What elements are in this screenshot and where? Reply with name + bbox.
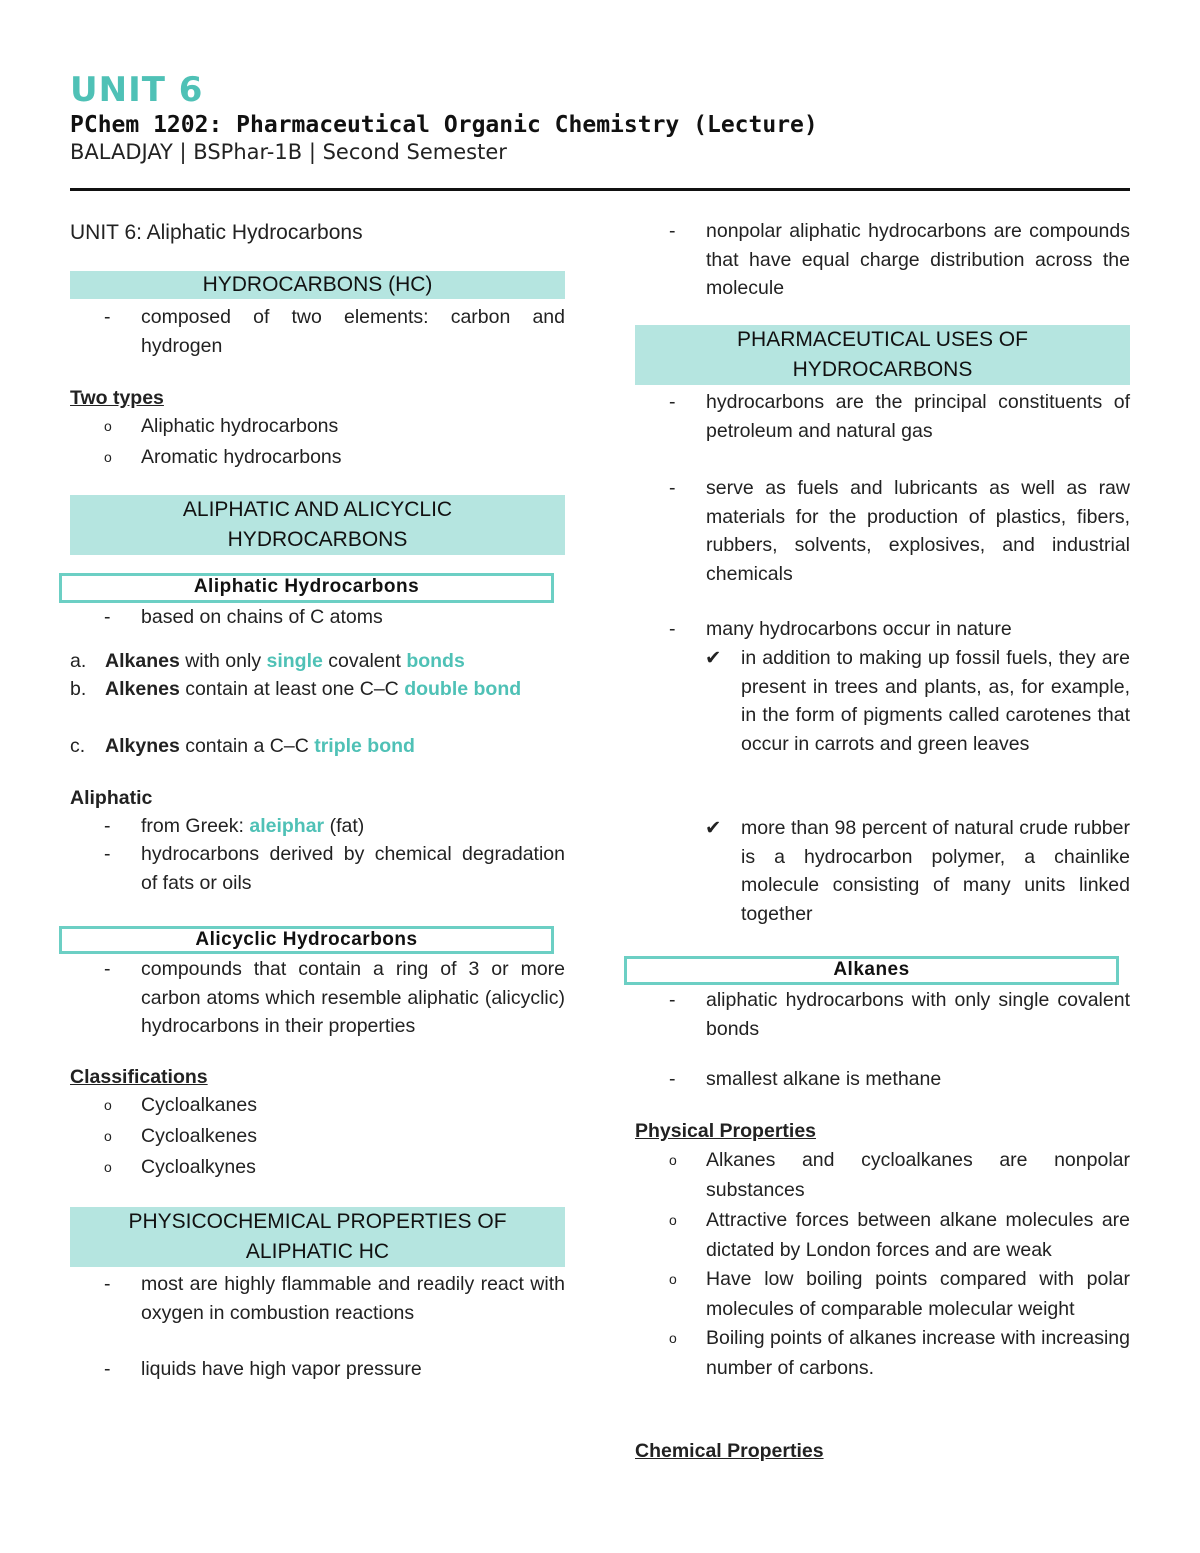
band-line: ALIPHATIC HC: [245, 1240, 390, 1263]
list-item-text: composed of two elements: carbon and hydrogen: [141, 306, 565, 357]
check-item: [635, 644, 1130, 758]
aliphatic-alicyclic-band: [70, 495, 565, 555]
list-item-text: Cycloalkenes: [141, 1125, 257, 1147]
text: with only: [179, 650, 267, 672]
list-item: [70, 840, 565, 897]
alicyclic-hydrocarbons-box: Alicyclic Hydrocarbons: [59, 926, 554, 954]
list-item: [70, 812, 565, 841]
circle-marker: o: [669, 1330, 677, 1346]
list-item-text: based on chains of C atoms: [141, 606, 383, 628]
list-item: [635, 986, 1130, 1043]
text: contain a C–C: [179, 735, 315, 757]
list-item: [635, 1323, 1130, 1383]
list-item: [70, 1122, 565, 1151]
list-item-text: liquids have high vapor pressure: [141, 1358, 422, 1380]
dash-marker: -: [669, 220, 676, 242]
course-subtitle: BALADJAY | BSPhar-1B | Second Semester: [70, 140, 507, 164]
list-item: [70, 1091, 565, 1120]
band-line: HYDROCARBONS: [792, 358, 973, 381]
chemical-properties-label: Chemical Properties: [635, 1440, 824, 1462]
list-item-text: more than 98 percent of natural crude rubber is a hydrocarbon polymer, a chainlike molecule consisting of many units linked together: [741, 817, 1130, 925]
list-item-text: Have low boiling points compared with polar molecules of comparable molecular weight: [706, 1268, 1130, 1320]
text: contain at least one C–C: [179, 678, 405, 700]
list-item: [70, 443, 565, 472]
circle-marker: o: [669, 1152, 677, 1168]
band-line: PHYSICOCHEMICAL PROPERTIES OF: [128, 1210, 507, 1233]
term: Alkenes: [105, 678, 180, 700]
circle-marker: o: [104, 449, 112, 465]
dash-marker: -: [104, 306, 111, 328]
list-item: [70, 1270, 565, 1327]
highlight: triple bond: [314, 735, 415, 757]
alkanes-item: [70, 647, 565, 676]
list-item-text: Attractive forces between alkane molecules are dictated by London forces and are weak: [706, 1209, 1130, 1261]
list-item-text: serve as fuels and lubricants as well as raw materials for the production of plastics, fibers, rubbers, solvents, explosives, and industrial chemicals: [706, 477, 1130, 585]
alpha-marker: a.: [70, 650, 87, 672]
list-item: [635, 1264, 1130, 1324]
highlight: double bond: [404, 678, 522, 700]
course-title: PChem 1202: Pharmaceutical Organic Chemistry (Lecture): [70, 112, 818, 138]
list-item: [635, 1205, 1130, 1265]
aliphatic-label: Aliphatic: [70, 787, 153, 809]
list-item-text: Alkanes and cycloalkanes are nonpolar substances: [706, 1149, 1130, 1201]
list-item-text: compounds that contain a ring of 3 or more carbon atoms which resemble aliphatic (alicyclic) hydrocarbons in their properties: [141, 958, 565, 1037]
alkenes-item: [70, 675, 565, 704]
unit-heading: UNIT 6: Aliphatic Hydrocarbons: [70, 221, 363, 244]
alpha-marker: c.: [70, 735, 86, 757]
dash-marker: -: [104, 958, 111, 980]
list-item-text: most are highly flammable and readily react with oxygen in combustion reactions: [141, 1273, 565, 1324]
list-item: [635, 217, 1130, 303]
alkanes-box: Alkanes: [624, 956, 1119, 985]
circle-marker: o: [669, 1271, 677, 1287]
band-line: PHARMACEUTICAL USES OF: [737, 328, 1028, 351]
circle-marker: o: [104, 1159, 112, 1175]
list-item-text: in addition to making up fossil fuels, they are present in trees and plants, as, for example, in the form of pigments called carotenes that occur in carrots and green leaves: [741, 647, 1130, 755]
circle-marker: o: [104, 1097, 112, 1113]
list-item: [635, 474, 1130, 588]
list-item: [635, 388, 1130, 445]
band-line: ALIPHATIC AND ALICYCLIC: [182, 498, 453, 521]
dash-marker: -: [669, 477, 676, 499]
dash-marker: -: [104, 1273, 111, 1295]
list-item: [635, 1065, 1130, 1094]
circle-marker: o: [104, 1128, 112, 1144]
list-item: [70, 1355, 565, 1384]
term: Alkynes: [105, 735, 180, 757]
list-item: [70, 303, 565, 360]
list-item-text: Cycloalkanes: [141, 1094, 257, 1116]
dash-marker: -: [669, 391, 676, 413]
highlight: single: [266, 650, 323, 672]
list-item: [70, 955, 565, 1041]
alpha-marker: b.: [70, 678, 87, 700]
highlight: aleiphar: [249, 815, 325, 837]
list-item: [635, 1145, 1130, 1205]
physical-properties-label: Physical Properties: [635, 1120, 817, 1142]
text: (fat): [324, 815, 365, 837]
term: Alkanes: [105, 650, 180, 672]
two-types-label: Two types: [70, 387, 164, 409]
list-item-text: hydrocarbons derived by chemical degradation of fats or oils: [141, 843, 565, 894]
checkmark-icon: ✔: [705, 816, 722, 839]
header-divider: [70, 188, 1130, 191]
hydrocarbons-band: HYDROCARBONS (HC): [70, 271, 565, 299]
dash-marker: -: [669, 989, 676, 1011]
list-item-text: nonpolar aliphatic hydrocarbons are compounds that have equal charge distribution across the molecule: [706, 220, 1130, 299]
pharmaceutical-uses-band: [635, 325, 1130, 385]
circle-marker: o: [669, 1212, 677, 1228]
band-line: HYDROCARBONS: [227, 528, 408, 551]
list-item-text: Aliphatic hydrocarbons: [141, 415, 339, 437]
list-item-text: smallest alkane is methane: [706, 1068, 942, 1090]
dash-marker: -: [104, 1358, 111, 1380]
highlight: bonds: [406, 650, 465, 672]
text: covalent: [322, 650, 407, 672]
circle-marker: o: [104, 418, 112, 434]
list-item-text: Boiling points of alkanes increase with increasing number of carbons.: [706, 1327, 1130, 1379]
text: from Greek:: [141, 815, 250, 837]
physicochemical-band: [70, 1207, 565, 1267]
list-item: [70, 412, 565, 441]
classifications-label: Classifications: [70, 1066, 208, 1088]
aliphatic-hydrocarbons-box: Aliphatic Hydrocarbons: [59, 573, 554, 603]
dash-marker: -: [104, 606, 111, 628]
list-item-text: Cycloalkynes: [141, 1156, 256, 1178]
list-item: [635, 615, 1130, 644]
checkmark-icon: ✔: [705, 646, 722, 669]
list-item-text: hydrocarbons are the principal constituents of petroleum and natural gas: [706, 391, 1130, 442]
alkynes-item: [70, 732, 565, 761]
list-item: [70, 1153, 565, 1182]
dash-marker: -: [669, 1068, 676, 1090]
list-item-text: Aromatic hydrocarbons: [141, 446, 342, 468]
dash-marker: -: [104, 843, 111, 865]
list-item: [70, 603, 565, 632]
unit-title: UNIT 6: [70, 70, 204, 110]
list-item-text: aliphatic hydrocarbons with only single covalent bonds: [706, 989, 1130, 1040]
list-item-text: many hydrocarbons occur in nature: [706, 618, 1012, 640]
check-item: [635, 814, 1130, 928]
dash-marker: -: [104, 815, 111, 837]
dash-marker: -: [669, 618, 676, 640]
